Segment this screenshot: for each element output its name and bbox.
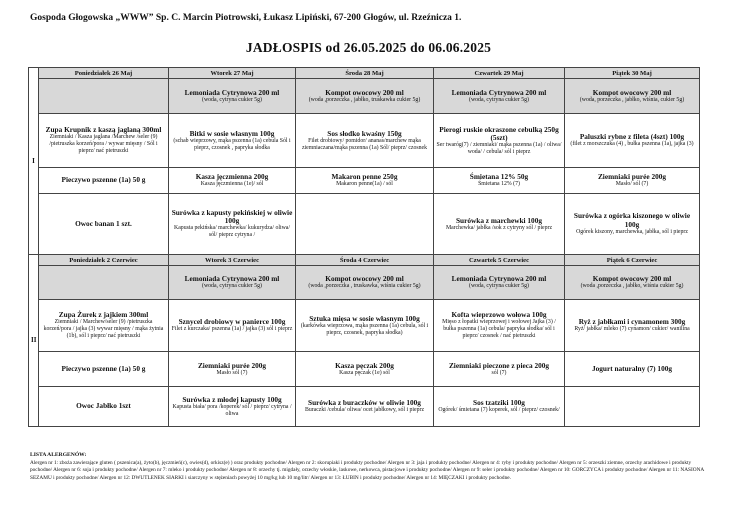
- day-header: Środa 28 Maj: [296, 68, 434, 79]
- dish-name: Pierogi ruskie okraszone cebulką 250g (5szt): [439, 124, 559, 142]
- dish-name: Bitki w sosie własnym 100g: [189, 128, 275, 138]
- menu-title: JADŁOSPIS od 26.05.2025 do 06.06.2025: [245, 40, 492, 55]
- dish-name: Surówka z kapusty pekińskiej w oliwie 100g: [171, 208, 293, 226]
- menu-cell: [39, 266, 169, 300]
- menu-table: [28, 67, 700, 427]
- dish-ingredients: Śmietana 12% (7): [478, 181, 520, 188]
- dish-name: Kasza pęczak 200g: [335, 360, 394, 370]
- menu-cell: [434, 266, 565, 300]
- dish-ingredients: (filet z morszczuka (4) , bułka pszenna (1a), jajka (3): [570, 141, 694, 148]
- dish-ingredients: Ser twaróg(7) / ziemniaki/ mąka pszenna (1a) / oliwa/ woda/ / cebula/ sól i pieprz: [436, 141, 562, 155]
- dish-name: Surówka z młodej kapusty 100g: [182, 394, 282, 404]
- dish-name: Sznycel drobiowy w panierce 100g: [178, 317, 286, 326]
- dish-ingredients: (woda ,porzeczka , jabłko, truskawka cukier 5g): [308, 96, 421, 103]
- dish-ingredients: (woda ,porzeczka , jabłko, wiśnia cukier 5g): [580, 283, 684, 290]
- menu-cell: [296, 168, 434, 194]
- dish-name: Pieczywo pszenne (1a) 50 g: [61, 175, 146, 185]
- dish-name: Kasza jęczmienna 200g: [195, 172, 269, 181]
- dish-name: Kompot owocowy 200 ml: [325, 87, 404, 97]
- menu-cell: [296, 300, 434, 352]
- dish-name: Owoc banan 1 szt.: [75, 218, 132, 228]
- day-header: Poniedziałek 26 Maj: [39, 68, 169, 79]
- dish-ingredients: Kapusta biała/ pora /koperek/ sól / pieprz/ cytryna / oliwa: [172, 403, 292, 417]
- dish-ingredients: Kapusta pekińska/ marchewka/ kukurydza/ oliwa/ sól/ pieprz cytryna /: [174, 225, 290, 239]
- dish-ingredients: Masło sól (7): [216, 369, 248, 376]
- menu-cell: [296, 79, 434, 114]
- menu-cell: [169, 352, 296, 387]
- dish-ingredients: (woda, cytryna cukier 5g): [469, 283, 529, 290]
- dish-name: Zupa Krupnik z kaszą jaglaną 300ml: [45, 125, 162, 135]
- dish-name: Ziemniaki purée 200g: [197, 360, 267, 370]
- dish-ingredients: Buraczki /cebula/ oliwa/ ocet jabłkowy, sól i pieprz: [304, 407, 425, 414]
- day-header: Środa 4 Czerwiec: [296, 255, 434, 266]
- dish-name: Owoc Jabłko 1szt: [76, 401, 131, 411]
- menu-cell: [296, 114, 434, 168]
- dish-ingredients: Mięso z łopatki wieprzowej i wołowej Jajka (3) / bułka pszenna (1a) cebula/ papryka słodka/ sól i pieprz/ czosnek / nać pietruszki: [442, 319, 556, 339]
- dish-ingredients: Ogórek kiszony, marchewka, jabłka, sól i pieprz: [576, 228, 688, 235]
- menu-cell: [565, 79, 700, 114]
- menu-cell: [39, 352, 169, 387]
- menu-cell: [565, 194, 700, 255]
- dish-ingredients: Masło/ sól (7): [615, 181, 649, 188]
- dish-name: Sos słodko kwaśny 150g: [327, 128, 402, 138]
- week-label: I: [29, 68, 39, 255]
- dish-name: Sos tzatziki 100g: [473, 398, 525, 407]
- allergen-heading: LISTA ALERGENÓW:: [30, 452, 87, 458]
- menu-cell: [565, 387, 700, 427]
- allergen-list: [30, 452, 710, 482]
- dish-name: Lemoniada Cytrynowa 200 ml: [184, 87, 280, 97]
- dish-name: Ziemniaki pieczone z pieca 200g: [448, 360, 550, 370]
- menu-cell: [434, 300, 565, 352]
- allergen-text: Alergen nr 1: zboża zawierające gluten ( pszenica(a), żyto(b), jęczmień(c), owies(d), orkisz(e) ) oraz produkty pochodne/ Alergen nr 2: skorupiaki i produkty pochodne/ Alergen nr 3: jaja i produkty pochodne/ Alergen nr 4: ryby i produkty pochodne/ Alergen nr 5: orzeszki ziemne, orzechy arachidowe i produkty pochodne/ Alergen nr 6: soja i produkty pochodne/ Alergen nr 7: mleko i produkty pochodne/ Alergen nr 8: orzechy tj. migdały, orzechy włoskie, laskowe, nerkowca, pistacjowe i produkty pochodne/ Alergen nr 9: seler i produkty pochodne/ Alergen nr 10: GORCZYCA i produkty pochodne/ Alergen nr 11: NASIONA SEZAMU i produkty pochodne/ Alergen nr 12: DWUTLENEK SIARKI i siarczyny w stężeniach powyżej 10 mg/kg lub 10 mg/litr/ Alergen nr 13: ŁUBIN i produkty pochodne/ Alergen nr 14: MIĘCZAKI i produkty pochodne.: [30, 459, 704, 481]
- menu-cell: [169, 79, 296, 114]
- dish-name: Paluszki rybne z fileta (4szt) 100g: [579, 132, 685, 141]
- dish-name: Kompot owocowy 200 ml: [325, 274, 404, 283]
- dish-ingredients: (schab wieprzowy, mąka pszenna (1a) cebula Sól i pieprz, czosnek , papryka słodka: [173, 137, 291, 151]
- dish-ingredients: (woda, cytryna cukier 5g): [202, 96, 262, 103]
- dish-name: Ziemniaki purée 200g: [597, 172, 667, 181]
- dish-ingredients: Kasza pęczak (1e) sól: [339, 369, 390, 376]
- dish-name: Surówka z ogórka kiszonego w oliwie 100g: [573, 211, 691, 229]
- dish-ingredients: (woda, cytryna cukier 5g): [202, 283, 262, 290]
- day-header: Piątek 6 Czerwiec: [565, 255, 700, 266]
- menu-cell: [39, 79, 169, 114]
- menu-row: [29, 194, 700, 255]
- dish-ingredients: (karkówka wieprzowa, mąka pszenna (1a) cebula, sól i pieprz, czosnek, papryka słodka): [300, 322, 429, 336]
- menu-cell: [296, 266, 434, 300]
- dish-name: Surówka z marchewki 100g: [455, 215, 542, 225]
- dish-ingredients: Makaron penne(1a) / sól: [336, 181, 393, 188]
- dish-ingredients: Ryż/ jabłka/ mleko (7) cynamon/ cukier/ wanilina: [574, 326, 690, 333]
- company-header: Gospoda Głogowska „WWW” Sp. C. Marcin Piotrowski, Łukasz Lipiński, 67-200 Głogów, ul. Rzeźnicza 1.: [30, 13, 462, 23]
- menu-cell: [296, 352, 434, 387]
- menu-cell: [565, 266, 700, 300]
- day-header: Czwartek 29 Maj: [434, 68, 565, 79]
- menu-cell: [434, 114, 565, 168]
- menu-cell: [39, 387, 169, 427]
- menu-cell: [296, 387, 434, 427]
- menu-row: [29, 266, 700, 300]
- menu-row: [29, 168, 700, 194]
- dish-name: Sztuka mięsa w sosie własnym 100g: [309, 313, 420, 323]
- menu-cell: [565, 352, 700, 387]
- menu-cell: [39, 168, 169, 194]
- menu-cell: [565, 300, 700, 352]
- menu-cell: [169, 300, 296, 352]
- dish-ingredients: sól (7): [491, 369, 507, 376]
- dish-ingredients: Filet z kurczaka/ pszenna (1a) / jajka (3) sól i pieprz: [171, 326, 293, 333]
- menu-cell: [169, 168, 296, 194]
- dish-name: Lemoniada Cytrynowa 200 ml: [451, 274, 547, 283]
- dish-name: Kofta wieprzowo wołowa 100g: [451, 310, 547, 320]
- dish-name: Kompot owocowy 200 ml: [592, 87, 672, 97]
- menu-cell: [169, 194, 296, 255]
- dish-name: Śmietana 12% 50g: [469, 172, 529, 181]
- menu-cell: [39, 114, 169, 168]
- day-header: Wtorek 27 Maj: [169, 68, 296, 79]
- dish-ingredients: Kasza jęczmienna (1e)/ sól: [200, 181, 264, 188]
- menu-row: [29, 114, 700, 168]
- dish-name: Pieczywo pszenne (1a) 50 g: [61, 363, 146, 373]
- menu-row: [29, 352, 700, 387]
- dish-name: Lemoniada Cytrynowa 200 ml: [184, 274, 280, 283]
- menu-cell: [39, 194, 169, 255]
- dish-name: Surówka z buraczków w oliwie 100g: [308, 398, 421, 407]
- dish-name: Makaron penne 250g: [331, 172, 398, 181]
- menu-cell: [169, 387, 296, 427]
- menu-cell: [39, 300, 169, 352]
- dish-name: Zupa Żurek z jajkiem 300ml: [58, 310, 149, 320]
- day-header: Wtorek 3 Czerwiec: [169, 255, 296, 266]
- dish-ingredients: Ziemniaki / Kasza jaglana /Marchew /seler (9) /pietruszka korzeń/pora / wywar mięsny / Sól i pieprz/ nać pietruszki: [49, 134, 158, 154]
- menu-cell: [169, 114, 296, 168]
- dish-name: Kompot owocowy 200 ml: [592, 274, 672, 283]
- day-header: Piątek 30 Maj: [565, 68, 700, 79]
- dish-name: Lemoniada Cytrynowa 200 ml: [451, 87, 547, 97]
- dish-ingredients: (woda, cytryna cukier 5g): [469, 96, 529, 103]
- menu-cell: [565, 114, 700, 168]
- menu-cell: [434, 79, 565, 114]
- dish-ingredients: Ogórek/ śmietana (7) koperek, sól / pieprz/ czosnek/: [438, 407, 560, 414]
- menu-cell: [434, 387, 565, 427]
- menu-cell: [434, 352, 565, 387]
- dish-name: Jogurt naturalny (7) 100g: [591, 363, 673, 373]
- menu-row: [29, 300, 700, 352]
- dish-ingredients: Marchewka/ jabłka /sok z cytryny sól / pieprz: [445, 224, 553, 231]
- dish-ingredients: Filet drobiowy/ pomidor/ ananas/marchew mąka ziemniaczana/mąka pszenna (1a) Sól/ pieprz/ czosnek: [301, 137, 428, 151]
- week-label: II: [29, 255, 39, 427]
- menu-cell: [296, 194, 434, 255]
- day-header: Czwartek 5 Czerwiec: [434, 255, 565, 266]
- menu-row: [29, 387, 700, 427]
- menu-cell: [434, 194, 565, 255]
- dish-ingredients: (woda, porzeczka , jabłko, wiśnia, cukier 5g): [579, 96, 685, 103]
- menu-cell: [169, 266, 296, 300]
- menu-row: [29, 79, 700, 114]
- dish-name: Ryż z jabłkami i cynamonem 300g: [578, 317, 686, 326]
- menu-cell: [434, 168, 565, 194]
- day-header: Poniedziałek 2 Czerwiec: [39, 255, 169, 266]
- dish-ingredients: Ziemniaki / Marchew/seler (9) /pietruszka korzeń/pora / jajka (3) wywar mięsny / mąka żytnia (1b), sól i pieprz/ nać pietruszki: [43, 319, 164, 339]
- menu-cell: [565, 168, 700, 194]
- dish-ingredients: (woda ,porzeczka , truskawka, wiśnia cukier 5g): [308, 283, 421, 290]
